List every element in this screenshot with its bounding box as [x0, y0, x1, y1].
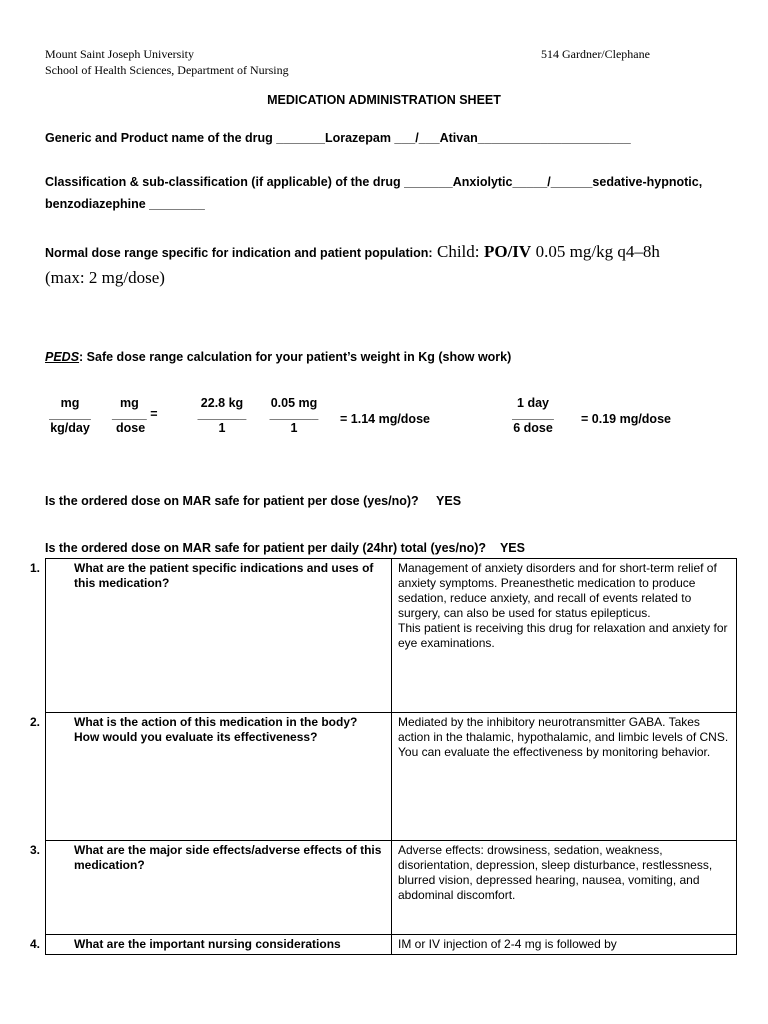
result-per-dose: = 1.14 mg/dose	[340, 412, 430, 426]
fraction-1	[45, 396, 95, 435]
result-daily: = 0.19 mg/dose	[581, 412, 671, 426]
fraction-5	[510, 396, 556, 435]
question-text: What are the important nursing considerations	[74, 937, 341, 951]
fraction-5-line: ______	[512, 407, 554, 421]
page-title: MEDICATION ADMINISTRATION SHEET	[267, 93, 501, 107]
safety-q1-text: Is the ordered dose on MAR safe for patient per dose (yes/no)?	[45, 494, 419, 508]
fraction-4-denominator: 1	[290, 421, 298, 435]
safety-q1-answer: YES	[436, 494, 462, 508]
question-text: What is the action of this medication in the body? How would you evaluate its effectiveness?	[74, 715, 358, 744]
dose-max: (max: 2 mg/dose)	[45, 268, 165, 287]
fraction-4	[265, 396, 323, 435]
peds-label: PEDS	[45, 350, 80, 364]
table-row	[46, 935, 737, 955]
question-number: 2.	[30, 715, 41, 729]
dose-route: PO/IV	[483, 242, 532, 261]
safety-question-daily	[45, 541, 525, 555]
peds-line	[45, 350, 511, 364]
answer-text: Management of anxiety disorders and for short-term relief of anxiety symptoms. Preanesthetic medication to produce sedation, reduce anxiety, and recall of events related to surgery, can also be used for status epilepticus.	[398, 561, 717, 620]
fraction-2-denominator: dose	[116, 421, 146, 435]
answer-cell-2	[392, 713, 737, 841]
answer-cell-1	[392, 559, 737, 713]
safety-q2-answer: YES	[499, 541, 525, 555]
safety-q2-text: Is the ordered dose on MAR safe for patient per daily (24hr) total (yes/no)?	[45, 541, 487, 555]
question-number: 1.	[30, 561, 41, 575]
question-cell-3	[30, 841, 392, 935]
table-row	[46, 841, 737, 935]
classification-line-2: benzodiazephine ________	[45, 197, 205, 211]
fraction-2-line: _____ =	[112, 407, 158, 421]
fraction-3-line: _______	[197, 407, 247, 421]
dose-child-label: Child:	[437, 242, 480, 261]
dose-value: 0.05 mg/kg q4–8h	[535, 242, 660, 261]
answer-text: Mediated by the inhibitory neurotransmitter GABA. Takes action in the thalamic, hypothalamic, and limbic levels of CNS.	[398, 715, 729, 744]
dose-range-line	[45, 242, 660, 262]
fraction-1-numerator: mg	[60, 396, 80, 410]
fraction-5-numerator: 1 day	[517, 396, 549, 410]
fraction-4-numerator: 0.05 mg	[270, 396, 318, 410]
answer-text: This patient is receiving this drug for relaxation and anxiety for eye examinations.	[398, 621, 728, 650]
fraction-3	[193, 396, 251, 435]
fraction-2	[112, 396, 170, 435]
fraction-1-denominator: kg/day	[50, 421, 90, 435]
fraction-2-numerator: mg	[120, 396, 139, 410]
question-text: What are the major side effects/adverse effects of this medication?	[74, 843, 382, 872]
answer-text: IM or IV injection of 2-4 mg is followed by	[398, 937, 617, 951]
fraction-1-line: ______	[49, 407, 91, 421]
course-label: 514 Gardner/Clephane	[541, 47, 650, 61]
dose-range-label: Normal dose range specific for indication and patient population:	[45, 246, 433, 260]
school-name: School of Health Sciences, Department of Nursing	[45, 63, 289, 77]
question-cell-4	[30, 935, 392, 955]
table-row	[46, 559, 737, 713]
safety-question-per-dose	[45, 494, 461, 508]
peds-text: : Safe dose range calculation for your patient’s weight in Kg (show work)	[79, 350, 512, 364]
fraction-3-denominator: 1	[218, 421, 226, 435]
fraction-3-numerator: 22.8 kg	[200, 396, 244, 410]
medication-questions-table	[30, 558, 737, 955]
fraction-5-denominator: 6 dose	[513, 421, 553, 435]
answer-cell-3	[392, 841, 737, 935]
question-cell-2	[30, 713, 392, 841]
classification-line-1: Classification & sub-classification (if applicable) of the drug _______Anxiolytic_____/______sedative-hypnotic,	[45, 175, 703, 189]
fraction-4-line: _______	[269, 407, 319, 421]
question-cell-1	[30, 559, 392, 713]
question-number: 4.	[30, 937, 41, 951]
table-row	[46, 713, 737, 841]
question-number: 3.	[30, 843, 41, 857]
question-text: What are the patient specific indications and uses of this medication?	[74, 561, 374, 590]
answer-text: You can evaluate the effectiveness by monitoring behavior.	[398, 745, 711, 759]
drug-name-line: Generic and Product name of the drug _______Lorazepam ___/___Ativan______________________	[45, 131, 631, 145]
answer-text: Adverse effects: drowsiness, sedation, weakness, disorientation, depression, sleep disturbance, restlessness, blurred vision, depressed hearing, nausea, vomiting, and abdominal discomfort.	[398, 843, 713, 902]
answer-cell-4	[392, 935, 737, 955]
university-name: Mount Saint Joseph University	[45, 47, 194, 61]
